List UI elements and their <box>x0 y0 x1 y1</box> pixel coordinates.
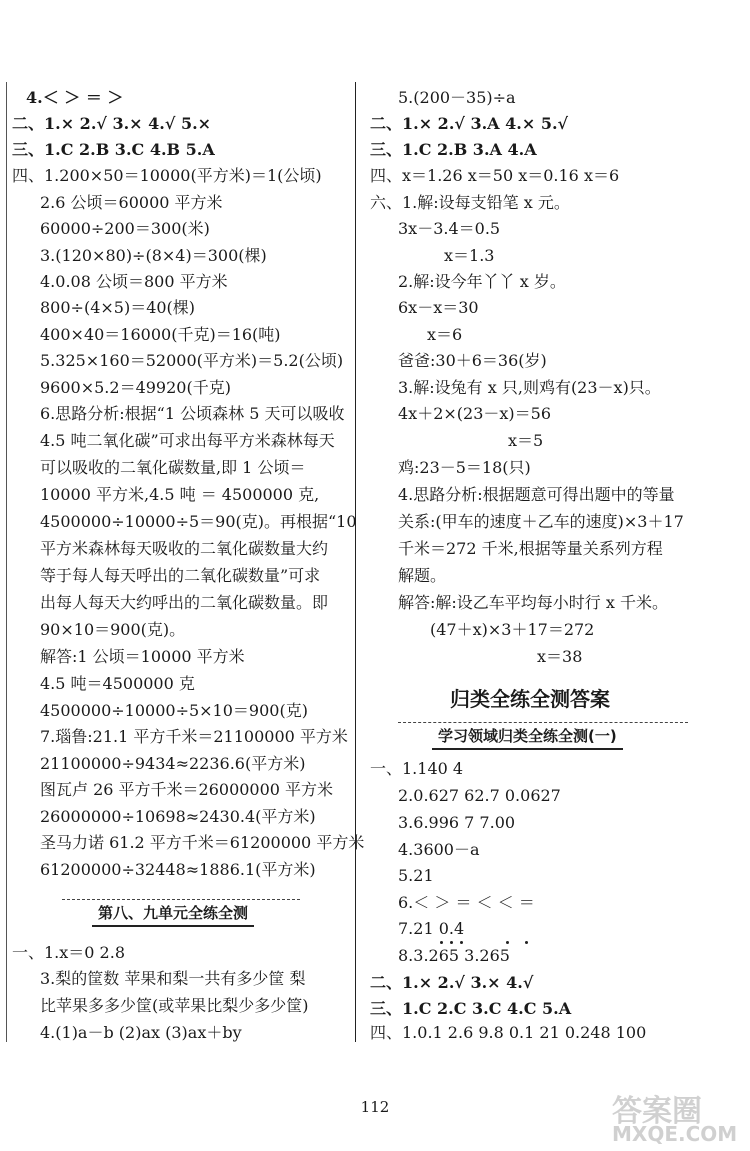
left-line: 9600×5.2＝49920(千克) <box>40 378 231 397</box>
left-line: 圣马力诺 61.2 平方千米＝61200000 平方米 <box>40 833 365 852</box>
repeating-decimal-dot <box>460 941 463 944</box>
right-line: 5.21 <box>398 866 434 885</box>
page-number: 112 <box>360 1098 390 1116</box>
right-line: 8.3.265 3.265 <box>398 946 510 965</box>
repeating-decimal-dot <box>525 941 528 944</box>
right-line: 6.＜ ＞ ＝ ＜ ＜ ＝ <box>398 893 535 912</box>
right-line: 3.6.996 7 7.00 <box>398 813 516 832</box>
repeating-decimal-dot <box>506 941 509 944</box>
left-line: 平方米森林每天吸收的二氧化碳数量大约 <box>40 539 329 558</box>
left-line: 二、1.× 2.√ 3.× 4.√ 5.× <box>12 114 212 133</box>
right-line: 爸爸:30＋6＝36(岁) <box>398 351 547 370</box>
column-divider <box>355 82 356 1042</box>
left-line: 800÷(4×5)＝40(棵) <box>40 298 196 317</box>
left-line: 4500000÷10000÷5×10＝900(克) <box>40 701 308 720</box>
right-line: 3x－3.4＝0.5 <box>398 219 501 238</box>
left-line: 4.＜ ＞ ＝ ＞ <box>26 88 124 107</box>
right-line: 二、1.× 2.√ 3.× 4.√ <box>370 973 534 992</box>
right-line: x＝6 <box>427 325 463 344</box>
watermark-logo: 答案圈 <box>612 1094 702 1129</box>
left-line: 21100000÷9434≈2236.6(平方米) <box>40 754 306 773</box>
right-line: 鸡:23－5＝18(只) <box>398 458 531 477</box>
right-line: 解题。 <box>398 566 447 585</box>
right-line: 四、x＝1.26 x＝50 x＝0.16 x＝6 <box>370 166 620 185</box>
right-line: 千米＝272 千米,根据等量关系列方程 <box>398 539 663 558</box>
left-line: 6.思路分析:根据“1 公顷森林 5 天可以吸收 <box>40 404 345 423</box>
left-line: 4.5 吨＝4500000 克 <box>40 674 195 693</box>
left-line: 图瓦卢 26 平方千米＝26000000 平方米 <box>40 780 334 799</box>
right-line: 解答:解:设乙车平均每小时行 x 千米。 <box>398 593 668 612</box>
right-line: 2.解:设今年丫丫 x 岁。 <box>398 272 566 291</box>
left-line: 4.0.08 公顷＝800 平方米 <box>40 272 228 291</box>
left-line: 4.5 吨二氧化碳”可求出每平方米森林每天 <box>40 431 335 450</box>
left-line: 60000÷200＝300(米) <box>40 219 210 238</box>
right-line: x＝5 <box>508 431 544 450</box>
left-line: 四、1.200×50＝10000(平方米)＝1(公顷) <box>12 166 322 185</box>
section-divider <box>398 722 688 723</box>
right-line: 7.21 0.4 <box>398 919 465 938</box>
section-divider <box>62 899 300 900</box>
right-line: 关系:(甲车的速度＋乙车的速度)×3＋17 <box>398 512 684 531</box>
right-line: 三、1.C 2.B 3.A 4.A <box>370 140 537 159</box>
left-line: 7.瑙鲁:21.1 平方千米＝21100000 平方米 <box>40 727 348 746</box>
repeating-decimal-dot <box>440 941 443 944</box>
left-line: 26000000÷10698≈2430.4(平方米) <box>40 807 316 826</box>
left-line: 4500000÷10000÷5＝90(克)。再根据“10 <box>40 512 357 531</box>
left-line: 2.6 公顷＝60000 平方米 <box>40 193 223 212</box>
right-line: 2.0.627 62.7 0.0627 <box>398 786 561 805</box>
left-line: 3.(120×80)÷(8×4)＝300(棵) <box>40 246 267 265</box>
right-line: 4x＋2×(23－x)＝56 <box>398 404 552 423</box>
right-line: 4.3600－a <box>398 840 480 859</box>
right-line: 三、1.C 2.C 3.C 4.C 5.A <box>370 999 572 1018</box>
repeating-decimal-dot <box>450 941 453 944</box>
left-line: 5.325×160＝52000(平方米)＝5.2(公顷) <box>40 351 344 370</box>
left-margin-rule <box>6 82 7 1042</box>
left-line: 3.梨的筐数 苹果和梨一共有多少筐 梨 <box>40 969 306 988</box>
left-line: 90×10＝900(克)。 <box>40 620 186 639</box>
right-line: 四、1.0.1 2.6 9.8 0.1 21 0.248 100 <box>370 1023 647 1042</box>
left-line: 出每人每天大约呼出的二氧化碳数量。即 <box>40 593 329 612</box>
left-line: 4.(1)a－b (2)ax (3)ax＋by <box>40 1023 242 1042</box>
right-line: 3.解:设兔有 x 只,则鸡有(23－x)只。 <box>398 378 661 397</box>
section-title-domain-test-1: 学习领域归类全练全测(一) <box>432 725 623 750</box>
section-title-answers: 归类全练全测答案 <box>450 687 610 711</box>
right-line: 6x－x＝30 <box>398 298 479 317</box>
left-line: 解答:1 公顷＝10000 平方米 <box>40 647 245 666</box>
left-line: 10000 平方米,4.5 吨 ＝ 4500000 克, <box>40 485 320 504</box>
right-line: 4.思路分析:根据题意可得出题中的等量 <box>398 485 675 504</box>
right-line: 六、1.解:设每支铅笔 x 元。 <box>370 193 570 212</box>
right-line: x＝1.3 <box>444 246 495 265</box>
left-line: 三、1.C 2.B 3.C 4.B 5.A <box>12 140 215 159</box>
left-line: 可以吸收的二氧化碳数量,即 1 公顷＝ <box>40 458 306 477</box>
left-line: 等于每人每天呼出的二氧化碳数量”可求 <box>40 566 321 585</box>
watermark-url: MXQE.COM <box>612 1122 738 1146</box>
right-line: 5.(200－35)÷a <box>398 88 516 107</box>
left-line: 400×40＝16000(千克)＝16(吨) <box>40 325 281 344</box>
left-line: 比苹果多多少筐(或苹果比梨少多少筐) <box>40 996 309 1015</box>
right-line: x＝38 <box>537 647 583 666</box>
left-line: 61200000÷32448≈1886.1(平方米) <box>40 860 316 879</box>
right-line: 二、1.× 2.√ 3.A 4.× 5.√ <box>370 114 569 133</box>
section-title-unit-8-9: 第八、九单元全练全测 <box>92 902 254 927</box>
right-line: (47＋x)×3＋17＝272 <box>430 620 595 639</box>
left-line: 一、1.x＝0 2.8 <box>12 943 126 962</box>
right-line: 一、1.140 4 <box>370 759 464 778</box>
